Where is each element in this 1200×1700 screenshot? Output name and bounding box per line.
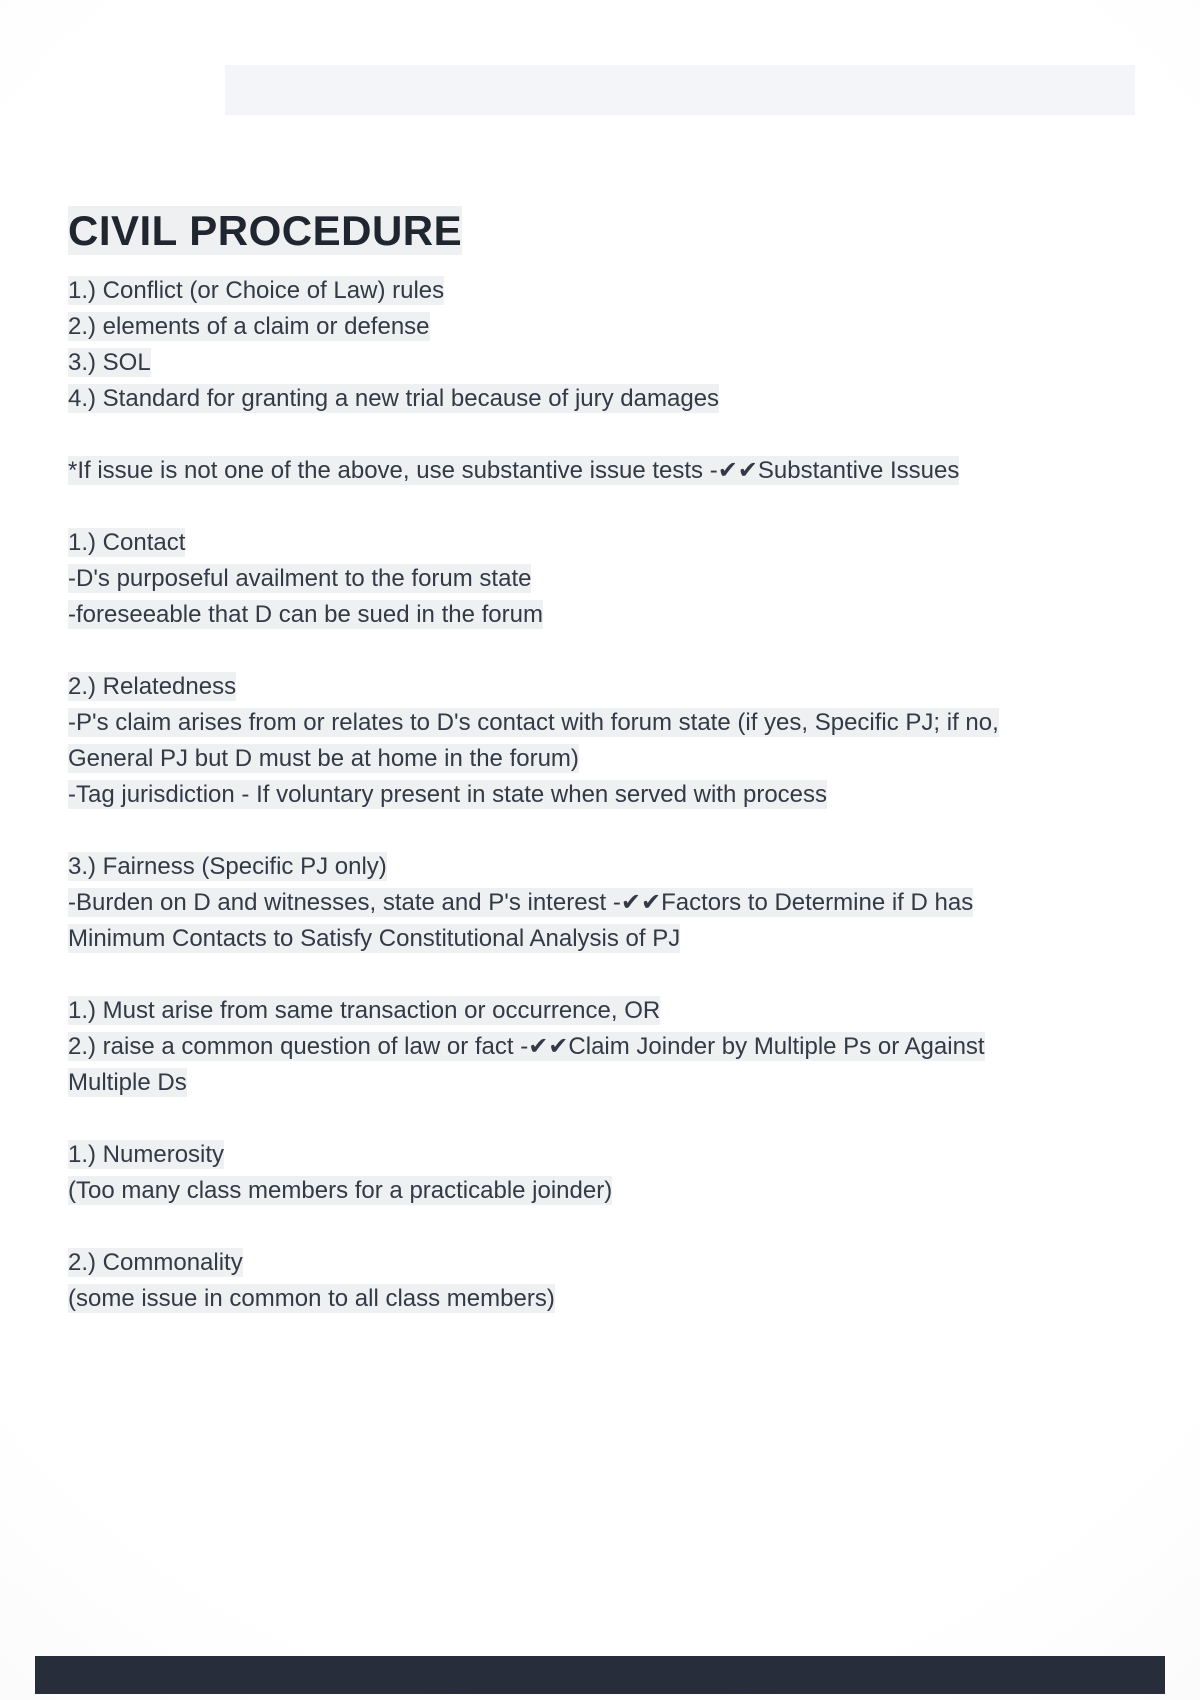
text-line: 4.) Standard for granting a new trial because of jury damages	[68, 385, 720, 412]
text-line: 1.) Numerosity	[68, 1141, 225, 1168]
text-line: 3.) Fairness (Specific PJ only)	[68, 853, 387, 880]
logo-placeholder	[65, 65, 225, 115]
text-line: -D's purposeful availment to the forum state	[68, 565, 532, 592]
text-line: 2.) Commonality	[68, 1249, 243, 1276]
text-block	[68, 849, 1043, 957]
text-block	[68, 1137, 1043, 1209]
text-line: 2.) raise a common question of law or fact -✔✔Claim Joinder by Multiple Ps or Against Multiple Ds	[68, 1033, 985, 1096]
text-line: 1.) Conflict (or Choice of Law) rules	[68, 277, 445, 304]
document-content	[68, 205, 1043, 1353]
page-title-text: CIVIL PROCEDURE	[68, 207, 463, 254]
text-line: 2.) elements of a claim or defense	[68, 313, 430, 340]
text-line: (some issue in common to all class members)	[68, 1285, 555, 1312]
header-bar	[65, 65, 1135, 115]
text-block	[68, 669, 1043, 813]
text-line: 2.) Relatedness	[68, 673, 237, 700]
text-line: -P's claim arises from or relates to D's contact with forum state (if yes, Specific PJ; if no, General PJ but D must be at home in the forum)	[68, 709, 999, 772]
text-block	[68, 273, 1043, 417]
text-block	[68, 993, 1043, 1101]
text-line: *If issue is not one of the above, use substantive issue tests -✔✔Substantive Issues	[68, 457, 960, 484]
text-line: (Too many class members for a practicable joinder)	[68, 1177, 613, 1204]
text-line: 1.) Contact	[68, 529, 186, 556]
text-block	[68, 1245, 1043, 1317]
text-block	[68, 453, 1043, 489]
text-line: -Burden on D and witnesses, state and P's interest -✔✔Factors to Determine if D has Minimum Contacts to Satisfy Constitutional Analysis of PJ	[68, 889, 974, 952]
text-line: 3.) SOL	[68, 349, 151, 376]
page-title	[68, 205, 1043, 257]
text-line: -foreseeable that D can be sued in the forum	[68, 601, 543, 628]
footer-bar	[35, 1656, 1165, 1694]
text-line: -Tag jurisdiction - If voluntary present in state when served with process	[68, 781, 828, 808]
text-line: 1.) Must arise from same transaction or occurrence, OR	[68, 997, 661, 1024]
text-block	[68, 525, 1043, 633]
